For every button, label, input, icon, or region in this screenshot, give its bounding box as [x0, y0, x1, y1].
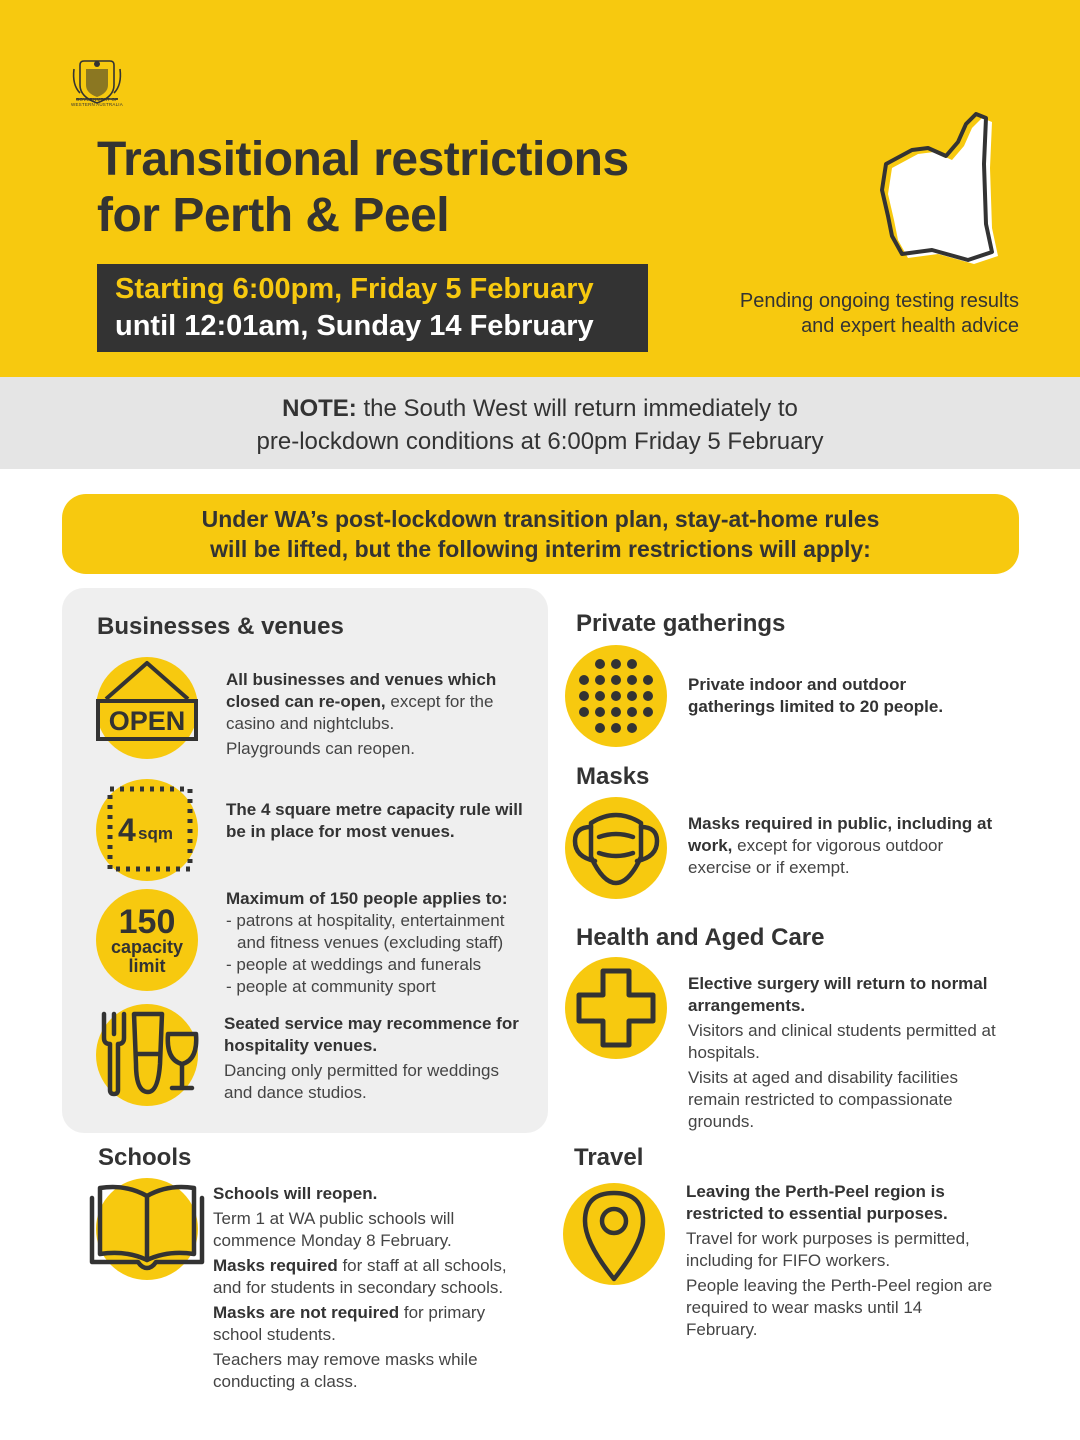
- health-visitors: Visitors and clinical students permitted at hospitals.: [688, 1021, 996, 1062]
- gatherings-title: Private gatherings: [576, 610, 786, 637]
- gatherings-text: Private indoor and outdoor gatherings limited to 20 people.: [688, 675, 944, 716]
- banner-line-2: will be lifted, but the following interim restrictions will apply:: [210, 536, 871, 562]
- crowd-dot: [611, 707, 621, 717]
- travel-text: [686, 1181, 996, 1344]
- travel-title: Travel: [574, 1144, 644, 1171]
- open-sign-text: OPEN: [108, 706, 186, 736]
- crowd-dot: [595, 659, 605, 669]
- crowd-dot: [611, 723, 621, 733]
- hospitality-icon: [96, 1004, 198, 1106]
- crowd-dot: [579, 675, 589, 685]
- masks-title: Masks: [576, 763, 650, 790]
- note-line-2: pre-lockdown conditions at 6:00pm Friday 5 February: [256, 428, 824, 455]
- title-line-1: Transitional restrictions: [97, 133, 629, 186]
- travel-bold: Leaving the Perth-Peel region is restricted to essential purposes.: [686, 1182, 948, 1223]
- location-pin-icon: [563, 1183, 665, 1285]
- wa-map-icon: [880, 108, 1005, 268]
- seated-text: [224, 1013, 524, 1107]
- health-aged: Visits at aged and disability facilities remain restricted to compassionate grounds.: [688, 1068, 958, 1131]
- crowd-dot: [595, 707, 605, 717]
- capacity-item-1a: - patrons at hospitality, entertainment: [226, 911, 505, 930]
- book-icon: [96, 1178, 198, 1280]
- masks-text: [688, 813, 998, 882]
- capacity-item-1b: and fitness venues (excluding staff): [237, 933, 504, 952]
- reopen-text: [226, 669, 526, 763]
- crowd-dot: [627, 723, 637, 733]
- capacity-word-2: limit: [128, 956, 166, 976]
- capacity-limit-icon: [96, 889, 198, 991]
- square-metre-icon: [96, 779, 198, 881]
- crowd-dot: [627, 691, 637, 701]
- pending-line-1: Pending ongoing testing results: [739, 290, 1019, 312]
- crowd-dot: [595, 723, 605, 733]
- end-date: until 12:01am, Sunday 14 February: [115, 310, 594, 342]
- crowd-dot: [595, 675, 605, 685]
- crowd-dot: [627, 707, 637, 717]
- reopen-bold: All businesses and venues which closed can re-open,: [226, 670, 497, 711]
- gatherings-text-block: [688, 674, 988, 721]
- transition-banner: [62, 494, 1019, 574]
- header-band: [0, 0, 1080, 377]
- banner-line-1: Under WA’s post-lockdown transition plan, stay-at-home rules: [201, 506, 880, 532]
- sqm-text: The 4 square metre capacity rule will be in place for most venues.: [226, 800, 523, 841]
- crowd-dot: [611, 691, 621, 701]
- schools-title: Schools: [98, 1144, 192, 1171]
- sqm-unit: sqm: [138, 824, 173, 843]
- schools-masks-required-bold: Masks required: [213, 1256, 338, 1275]
- capacity-word-1: capacity: [110, 937, 184, 957]
- page-title: [97, 132, 629, 244]
- crowd-dot: [579, 707, 589, 717]
- businesses-title: Businesses & venues: [97, 613, 344, 640]
- date-range-box: [97, 264, 648, 352]
- travel-work: Travel for work purposes is permitted, including for FIFO workers.: [686, 1229, 970, 1270]
- sqm-number: 4: [118, 812, 136, 848]
- capacity-heading: Maximum of 150 people applies to:: [226, 889, 508, 908]
- note-label: NOTE:: [282, 395, 357, 422]
- health-title: Health and Aged Care: [576, 924, 825, 951]
- travel-leaving: People leaving the Perth-Peel region are required to wear masks until 14 February.: [686, 1276, 993, 1339]
- open-sign-icon: [96, 657, 198, 759]
- health-text: [688, 973, 998, 1136]
- schools-teachers: Teachers may remove masks while conducting a class.: [213, 1350, 478, 1391]
- crowd-dot: [611, 659, 621, 669]
- crowd-dot: [643, 707, 653, 717]
- medical-cross-icon: [565, 957, 667, 1059]
- capacity-item-2: - people at weddings and funerals: [226, 955, 482, 974]
- seated-bold: Seated service may recommence for hospitality venues.: [224, 1014, 519, 1055]
- capacity-item-3: - people at community sport: [226, 977, 436, 996]
- capacity-number: 150: [118, 903, 176, 941]
- title-line-2: for Perth & Peel: [97, 189, 450, 242]
- health-bold: Elective surgery will return to normal arrangements.: [688, 974, 988, 1015]
- masks-bold: Masks required in public, including at work,: [688, 814, 993, 855]
- sqm-text-block: [226, 799, 526, 846]
- mask-icon: [565, 797, 667, 899]
- crowd-dot: [627, 659, 637, 669]
- schools-bold: Schools will reopen.: [213, 1184, 378, 1203]
- crest-caption: GOVERNMENT OF WESTERN AUSTRALIA: [71, 97, 123, 107]
- schools-term: Term 1 at WA public schools will commence Monday 8 February.: [213, 1209, 455, 1250]
- pending-line-2: and expert health advice: [801, 315, 1019, 337]
- masks-rest: except for vigorous outdoor exercise or if exempt.: [688, 836, 944, 877]
- pending-note: [689, 289, 1019, 339]
- reopen-rest: except for the casino and nightclubs.: [226, 692, 494, 733]
- schools-masks-required-rest: for staff at all schools, and for students in secondary schools.: [213, 1256, 507, 1297]
- start-date: Starting 6:00pm, Friday 5 February: [115, 273, 594, 305]
- crowd-dot: [627, 675, 637, 685]
- crowd-dot: [595, 691, 605, 701]
- note-line-1-text: the South West will return immediately to: [356, 395, 798, 422]
- crowd-dot: [643, 675, 653, 685]
- crowd-dots-svg: [565, 645, 667, 747]
- playgrounds-text: Playgrounds can reopen.: [226, 739, 416, 758]
- note-band: [0, 377, 1080, 469]
- note-line-1: [0, 392, 1080, 425]
- crowd-dots-icon: [565, 645, 667, 747]
- crowd-dot: [643, 691, 653, 701]
- crowd-dot: [611, 675, 621, 685]
- dancing-text: Dancing only permitted for weddings and dance studios.: [224, 1061, 499, 1102]
- schools-masks-not-rest: for primary school students.: [213, 1303, 486, 1344]
- schools-text: [213, 1183, 533, 1396]
- schools-masks-not-bold: Masks are not required: [213, 1303, 400, 1322]
- crowd-dot: [579, 691, 589, 701]
- capacity-text: [226, 888, 536, 998]
